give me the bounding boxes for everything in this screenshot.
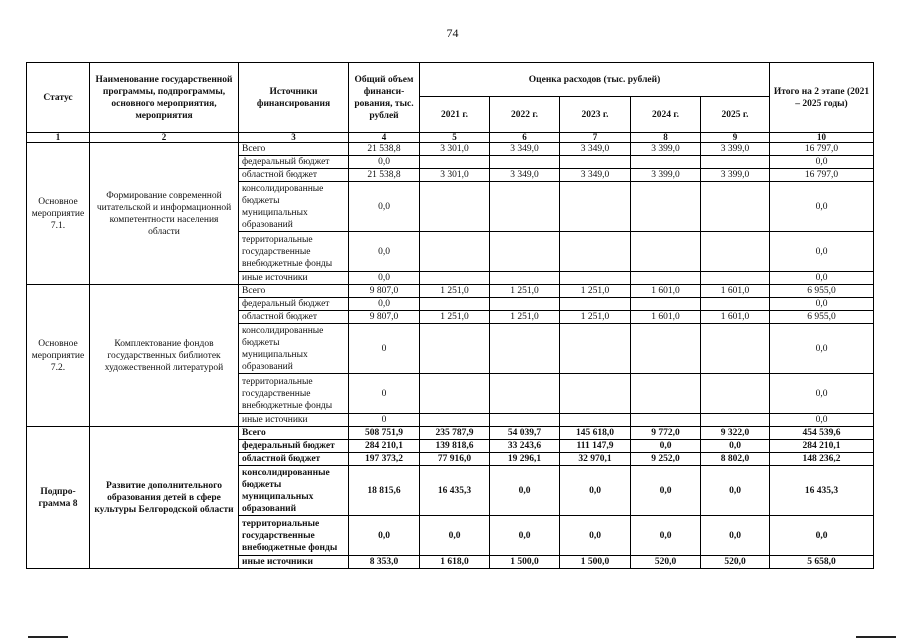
funding-source-cell: федеральный бюджет: [239, 440, 349, 453]
year-value-cell: 1 251,0: [560, 285, 631, 298]
total-cell: 21 538,8: [349, 169, 420, 182]
total-cell: 9 807,0: [349, 285, 420, 298]
total-cell: 9 807,0: [349, 311, 420, 324]
total-cell: 21 538,8: [349, 143, 420, 156]
budget-table: [26, 62, 874, 569]
year-value-cell: [701, 156, 770, 169]
column-number: 3: [239, 133, 349, 143]
funding-source-cell: иные источники: [239, 272, 349, 285]
stage-total-cell: 0,0: [770, 156, 874, 169]
funding-source-cell: областной бюджет: [239, 453, 349, 466]
header-status: Статус: [27, 63, 90, 133]
year-value-cell: [701, 374, 770, 414]
year-value-cell: 0,0: [420, 516, 490, 556]
year-value-cell: [490, 232, 560, 272]
year-value-cell: 0,0: [560, 466, 631, 516]
header-estimate: Оценка расходов (тыс. рублей): [420, 63, 770, 97]
total-cell: 0: [349, 374, 420, 414]
year-value-cell: [560, 156, 631, 169]
status-cell: Подпро-грамма 8: [27, 427, 90, 569]
year-value-cell: [490, 272, 560, 285]
column-number: 6: [490, 133, 560, 143]
table-body: [27, 143, 874, 569]
year-value-cell: [490, 182, 560, 232]
year-value-cell: 3 301,0: [420, 143, 490, 156]
year-value-cell: 0,0: [701, 466, 770, 516]
status-cell: Основное мероприятие 7.1.: [27, 143, 90, 285]
year-value-cell: [701, 298, 770, 311]
year-value-cell: 3 349,0: [560, 169, 631, 182]
year-value-cell: [560, 182, 631, 232]
total-cell: 0,0: [349, 232, 420, 272]
year-value-cell: 0,0: [631, 466, 701, 516]
year-value-cell: [701, 272, 770, 285]
year-value-cell: 19 296,1: [490, 453, 560, 466]
year-value-cell: 1 251,0: [420, 311, 490, 324]
year-value-cell: [490, 298, 560, 311]
year-value-cell: 139 818,6: [420, 440, 490, 453]
stage-total-cell: 16 435,3: [770, 466, 874, 516]
stage-total-cell: 0,0: [770, 324, 874, 374]
year-value-cell: [560, 324, 631, 374]
year-value-cell: [631, 374, 701, 414]
header-year: 2022 г.: [490, 97, 560, 133]
year-value-cell: 32 970,1: [560, 453, 631, 466]
total-cell: 0,0: [349, 156, 420, 169]
year-value-cell: [490, 414, 560, 427]
table-row: [27, 143, 874, 156]
year-value-cell: 0,0: [560, 516, 631, 556]
year-value-cell: 0,0: [701, 516, 770, 556]
year-value-cell: [420, 414, 490, 427]
year-value-cell: 9 322,0: [701, 427, 770, 440]
year-value-cell: 520,0: [631, 556, 701, 569]
year-value-cell: 1 601,0: [701, 285, 770, 298]
stage-total-cell: 16 797,0: [770, 169, 874, 182]
stage-total-cell: 0,0: [770, 374, 874, 414]
total-cell: 8 353,0: [349, 556, 420, 569]
stage-total-cell: 0,0: [770, 272, 874, 285]
column-number: 9: [701, 133, 770, 143]
total-cell: 0: [349, 324, 420, 374]
year-value-cell: [420, 182, 490, 232]
year-value-cell: [560, 374, 631, 414]
year-value-cell: 0,0: [490, 516, 560, 556]
program-name-cell: Комплектование фондов государственных библиотек художественной литературой: [90, 285, 239, 427]
year-value-cell: 9 772,0: [631, 427, 701, 440]
year-value-cell: [701, 324, 770, 374]
year-value-cell: [490, 374, 560, 414]
column-number: 8: [631, 133, 701, 143]
year-value-cell: 1 251,0: [560, 311, 631, 324]
year-value-cell: [420, 324, 490, 374]
year-value-cell: [701, 414, 770, 427]
column-number: 5: [420, 133, 490, 143]
year-value-cell: [631, 156, 701, 169]
total-cell: 0,0: [349, 182, 420, 232]
funding-source-cell: территориальные государственные внебюджетные фонды: [239, 232, 349, 272]
funding-source-cell: консолидированные бюджеты муниципальных образований: [239, 466, 349, 516]
year-value-cell: 0,0: [701, 440, 770, 453]
stage-total-cell: 6 955,0: [770, 285, 874, 298]
year-value-cell: 3 399,0: [701, 169, 770, 182]
year-value-cell: [631, 324, 701, 374]
year-value-cell: 8 802,0: [701, 453, 770, 466]
year-value-cell: [560, 272, 631, 285]
funding-source-cell: консолидированные бюджеты муниципальных образований: [239, 182, 349, 232]
funding-source-cell: иные источники: [239, 556, 349, 569]
stage-total-cell: 0,0: [770, 182, 874, 232]
stage-total-cell: 454 539,6: [770, 427, 874, 440]
year-value-cell: 0,0: [631, 516, 701, 556]
stage-total-cell: 0,0: [770, 414, 874, 427]
year-value-cell: [420, 298, 490, 311]
header-stage-total: Итого на 2 этапе (2021 – 2025 годы): [770, 63, 874, 133]
year-value-cell: 3 399,0: [631, 143, 701, 156]
scan-edge-left: [28, 636, 68, 638]
year-value-cell: 9 252,0: [631, 453, 701, 466]
year-value-cell: [701, 182, 770, 232]
year-value-cell: 33 243,6: [490, 440, 560, 453]
year-value-cell: 145 618,0: [560, 427, 631, 440]
year-value-cell: 3 349,0: [490, 169, 560, 182]
year-value-cell: [420, 232, 490, 272]
funding-source-cell: областной бюджет: [239, 311, 349, 324]
header-name: Наименование государственной программы, подпрограммы, основного мероприятия, мероприятия: [90, 63, 239, 133]
year-value-cell: [560, 298, 631, 311]
year-value-cell: 77 916,0: [420, 453, 490, 466]
year-value-cell: 1 601,0: [631, 285, 701, 298]
year-value-cell: [560, 414, 631, 427]
year-value-cell: 0,0: [631, 440, 701, 453]
table-row: [27, 427, 874, 440]
total-cell: 0,0: [349, 516, 420, 556]
stage-total-cell: 0,0: [770, 516, 874, 556]
year-value-cell: [490, 156, 560, 169]
year-value-cell: 1 251,0: [490, 285, 560, 298]
year-value-cell: 1 251,0: [490, 311, 560, 324]
year-value-cell: 1 601,0: [701, 311, 770, 324]
table-row: [27, 285, 874, 298]
total-cell: 0: [349, 414, 420, 427]
year-value-cell: 235 787,9: [420, 427, 490, 440]
header-sources: Источники финансирования: [239, 63, 349, 133]
year-value-cell: 1 500,0: [490, 556, 560, 569]
column-number: 10: [770, 133, 874, 143]
column-number: 2: [90, 133, 239, 143]
funding-source-cell: Всего: [239, 285, 349, 298]
year-value-cell: 111 147,9: [560, 440, 631, 453]
year-value-cell: 520,0: [701, 556, 770, 569]
column-number: 1: [27, 133, 90, 143]
year-value-cell: [490, 324, 560, 374]
year-value-cell: [420, 272, 490, 285]
year-value-cell: 3 301,0: [420, 169, 490, 182]
year-value-cell: [420, 374, 490, 414]
year-value-cell: [701, 232, 770, 272]
page-number: 74: [446, 26, 459, 40]
funding-source-cell: иные источники: [239, 414, 349, 427]
total-cell: 197 373,2: [349, 453, 420, 466]
year-value-cell: 1 601,0: [631, 311, 701, 324]
program-name-cell: Формирование современной читательской и информационной компетентности населения области: [90, 143, 239, 285]
year-value-cell: 1 500,0: [560, 556, 631, 569]
funding-source-cell: федеральный бюджет: [239, 156, 349, 169]
header-year: 2025 г.: [701, 97, 770, 133]
total-cell: 508 751,9: [349, 427, 420, 440]
year-value-cell: 1 618,0: [420, 556, 490, 569]
year-value-cell: 3 399,0: [631, 169, 701, 182]
funding-source-cell: федеральный бюджет: [239, 298, 349, 311]
stage-total-cell: 16 797,0: [770, 143, 874, 156]
header-year: 2024 г.: [631, 97, 701, 133]
stage-total-cell: 148 236,2: [770, 453, 874, 466]
funding-source-cell: Всего: [239, 427, 349, 440]
funding-source-cell: Всего: [239, 143, 349, 156]
year-value-cell: 0,0: [490, 466, 560, 516]
year-value-cell: [631, 182, 701, 232]
program-name-cell: Развитие дополнительного образования детей в сфере культуры Белгородской области: [90, 427, 239, 569]
year-value-cell: [631, 414, 701, 427]
stage-total-cell: 6 955,0: [770, 311, 874, 324]
scan-edge-right: [856, 636, 896, 638]
status-cell: Основное мероприятие 7.2.: [27, 285, 90, 427]
year-value-cell: [631, 272, 701, 285]
funding-source-cell: территориальные государственные внебюджетные фонды: [239, 374, 349, 414]
year-value-cell: 54 039,7: [490, 427, 560, 440]
year-value-cell: 3 349,0: [490, 143, 560, 156]
funding-source-cell: консолидированные бюджеты муниципальных образований: [239, 324, 349, 374]
column-number: 7: [560, 133, 631, 143]
year-value-cell: [420, 156, 490, 169]
column-number-row: [27, 133, 874, 143]
stage-total-cell: 5 658,0: [770, 556, 874, 569]
total-cell: 18 815,6: [349, 466, 420, 516]
year-value-cell: 3 399,0: [701, 143, 770, 156]
stage-total-cell: 0,0: [770, 232, 874, 272]
header-year: 2023 г.: [560, 97, 631, 133]
funding-source-cell: областной бюджет: [239, 169, 349, 182]
funding-source-cell: территориальные государственные внебюджетные фонды: [239, 516, 349, 556]
year-value-cell: 1 251,0: [420, 285, 490, 298]
year-value-cell: 3 349,0: [560, 143, 631, 156]
year-value-cell: [631, 298, 701, 311]
stage-total-cell: 0,0: [770, 298, 874, 311]
total-cell: 0,0: [349, 272, 420, 285]
year-value-cell: 16 435,3: [420, 466, 490, 516]
header-total: Общий объем финанси-рования, тыс. рублей: [349, 63, 420, 133]
total-cell: 0,0: [349, 298, 420, 311]
header-year: 2021 г.: [420, 97, 490, 133]
stage-total-cell: 284 210,1: [770, 440, 874, 453]
year-value-cell: [560, 232, 631, 272]
column-number: 4: [349, 133, 420, 143]
total-cell: 284 210,1: [349, 440, 420, 453]
year-value-cell: [631, 232, 701, 272]
